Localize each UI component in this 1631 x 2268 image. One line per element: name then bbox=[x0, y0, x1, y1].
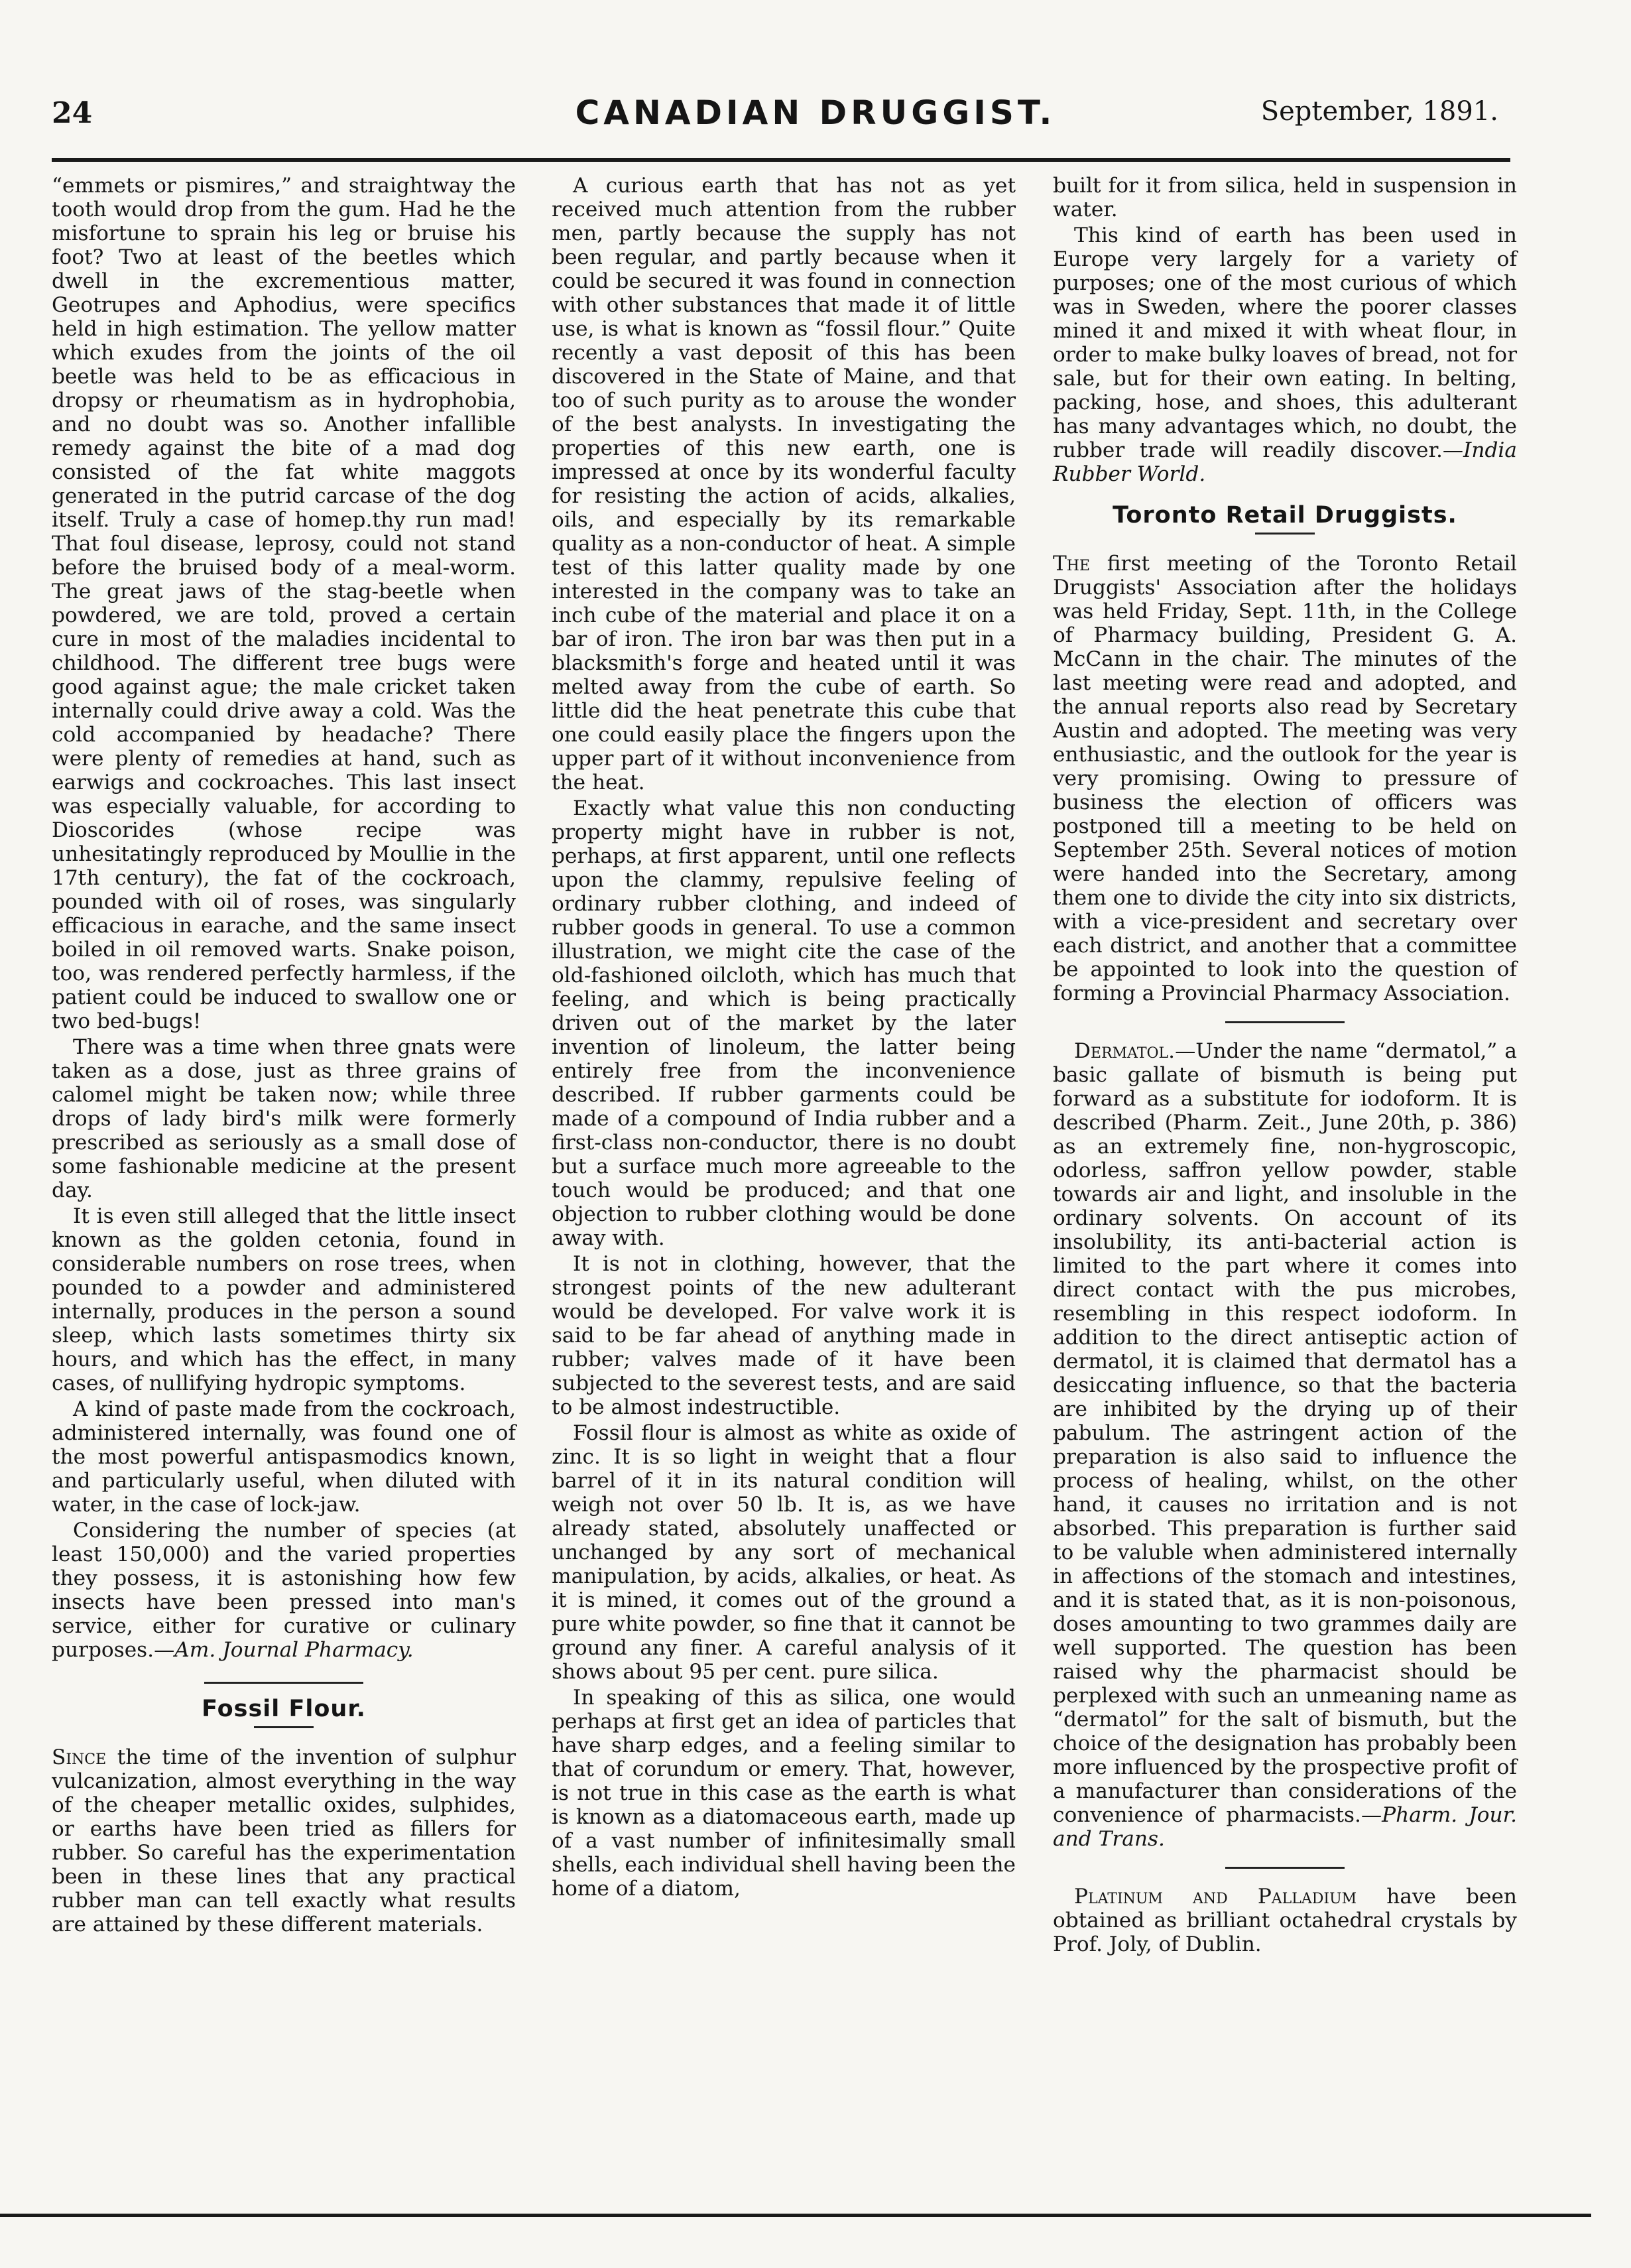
article-paragraph: A kind of paste made from the cockroach, administered internally, was found one of the most powerful antispasmodics known, and particularly useful, when diluted with water, in the case of lock-jaw. bbox=[52, 1397, 516, 1517]
article-paragraph bbox=[52, 1745, 516, 1936]
page-header bbox=[0, 90, 1631, 143]
footer-rule bbox=[0, 2214, 1591, 2217]
header-rule bbox=[52, 158, 1510, 162]
article-paragraph: Exactly what value this non conducting property might have in rubber is not, perhaps, at first apparent, until one reflects upon the clammy, repulsive feeling of ordinary rubber clothing, and indeed of rubber goods in general. To use a common illustration, we might cite the case of the old-fashioned oilcloth, which has much that feeling, and which is being practically driven out of the market by the later invention of linoleum, the latter being entirely free from the inconvenience described. If rubber garments could be made of a compound of India rubber and a first-class non-conductor, there is no doubt but a surface much more agreeable to the touch would be produced; and that one objection to rubber clothing would be done away with. bbox=[552, 796, 1016, 1250]
lead-word: Since bbox=[52, 1745, 107, 1769]
paragraph-text: have been obtained as brilliant octahedral crystals by Prof. Joly, of Dublin. bbox=[1053, 1885, 1517, 1956]
lead-word: Platinum and Palladium bbox=[1074, 1885, 1357, 1909]
article-paragraph: built for it from silica, held in suspension in water. bbox=[1053, 174, 1517, 221]
paragraph-text: Considering the number of species (at least 150,000) and the varied properties they possess, it is astonishing how few insects have been pressed into man's service, either for curative or culinary purposes.— bbox=[52, 1519, 516, 1662]
column-2 bbox=[552, 174, 1016, 1903]
source-citation: India Rubber World. bbox=[1053, 438, 1517, 486]
article-paragraph: There was a time when three gnats were taken as a dose, just as three grains of calomel might be taken now; while three drops of lady bird's milk were formerly prescribed as seriously as a small dose of some fashionable medicine at the present day. bbox=[52, 1035, 516, 1202]
article-paragraph: Fossil flour is almost as white as oxide of zinc. It is so light in weight that a flour barrel of it in its natural condition will weigh not over 50 lb. It is, as we have already stated, absolutely unaffected or unchanged by any sort of mechanical manipulation, by acids, alkalies, or heat. As it is mined, it comes out of the ground a pure white powder, so fine that it cannot be ground any finer. A careful analysis of it shows about 95 per cent. pure silica. bbox=[552, 1421, 1016, 1684]
article-paragraph bbox=[52, 1519, 516, 1662]
article-paragraph bbox=[1053, 1039, 1517, 1851]
article-paragraph: A curious earth that has not as yet received much attention from the rubber men, partly because the supply has not been regular, and partly because when it could be secured it was found in connection with other substances that made it of little use, is what is known as “fossil flour.” Quite recently a vast deposit of this has been discovered in the State of Maine, and that too of such purity as to arouse the wonder of the best analysts. In investigating the properties of this new earth, one is impressed at once by its wonderful faculty for resisting the action of acids, alkalies, oils, and especially by its remarkable quality as a non-conductor of heat. A simple test of this latter quality made by one interested in the company was to take an inch cube of the material and place it on a bar of iron. The iron bar was then put in a blacksmith's forge and heated until it was melted away from the cube of earth. So little did the heat penetrate this cube that one could easily place the fingers upon the upper part of it without inconvenience from the heat. bbox=[552, 174, 1016, 794]
section-divider bbox=[204, 1682, 363, 1684]
paragraph-text: —Under the name “dermatol,” a basic gallate of bismuth is being put forward as a substitute for iodoform. It is described (Pharm. Zeit., June 20th, p. 386) as an extremely fine, non-hygroscopic, odorless, saffron yellow powder, stable towards air and light, and insoluble in the ordinary solvents. On account of its insolubility, its anti-bacterial action is limited to the part where it comes into direct contact with the pus microbes, resembling in this respect iodoform. In addition to the direct antiseptic action of dermatol, it is claimed that dermatol has a desiccating influence, so that the bacteria are inhibited by the drying up of their pabulum. The astringent action of the preparation is also said to influence the process of healing, whilst, on the other hand, it causes no irritation and is not absorbed. This preparation is further said to be valuble when administered internally in affections of the stomach and intestines, and it is stated that, as it is non-poisonous, doses amounting to two grammes daily are well supported. The question has been raised why the pharmacist should be perplexed with such an unmeaning name as “dermatol” for the salt of bismuth, but the choice of the designation has probably been more influenced by the prospective profit of a manufacturer than considerations of the convenience of pharmacists.— bbox=[1053, 1039, 1517, 1827]
paragraph-text: This kind of earth has been used in Europe very largely for a variety of purposes; one of the most curious of which was in Sweden, where the poorer classes mined it and mixed it with wheat flour, in order to make bulky loaves of bread, not for sale, but for their own eating. In belting, packing, hose, and shoes, this adulterant has many advantages which, no doubt, the rubber trade will readily discover.— bbox=[1053, 223, 1517, 462]
section-divider bbox=[1225, 1021, 1345, 1023]
article-paragraph: It is not in clothing, however, that the strongest points of the new adulterant would be developed. For valve work it is said to be far ahead of anything made in rubber; valves made of it have been subjected to the severest tests, and are said to be almost indestructible. bbox=[552, 1252, 1016, 1419]
article-paragraph: In speaking of this as silica, one would perhaps at first get an idea of particles that have sharp edges, and a feeling similar to that of corundum or emery. That, however, is not true in this case as the earth is what is known as a diatomaceous earth, made up of a vast number of infinitesimally small shells, each individual shell having been the home of a diatom, bbox=[552, 1686, 1016, 1901]
article-paragraph: “emmets or pismires,” and straightway the tooth would drop from the gum. Had he the misfortune to sprain his leg or bruise his foot? Two at least of the beetles which dwell in the excrementious matter, Geotrupes and Aphodius, were specifics held in high estimation. The yellow matter which exudes from the joints of the oil beetle was held to be as efficacious in dropsy or rheumatism as in hydrophobia, and no doubt was so. Another infallible remedy against the bite of a mad dog consisted of the fat white maggots generated in the putrid carcase of the dog itself. Truly a case of homep.thy run mad! That foul disease, leprosy, could not stand before the bruised body of a meal-worm. The great jaws of the stag-beetle when powdered, we are told, proved a certain cure in most of the maladies incidental to childhood. The different tree bugs were good against ague; the male cricket taken internally could drive away a cold. Was the cold accompanied by headache? There were plenty of remedies at hand, such as earwigs and cockroaches. This last insect was especially valuable, for according to Dioscorides (whose recipe was unhesitatingly reproduced by Moullie in the 17th century), the fat of the cockroach, pounded with oil of roses, was singularly efficacious in earache, and the same insect boiled in oil removed warts. Snake poison, too, was rendered perfectly harmless, if the patient could be induced to swallow one or two bed-bugs! bbox=[52, 174, 516, 1033]
lead-word: The bbox=[1053, 552, 1091, 576]
column-1 bbox=[52, 174, 516, 1938]
paragraph-text: the time of the invention of sulphur vulcanization, almost everything in the way of the cheaper metallic oxides, sulphides, or earths have been tried as fillers for rubber. So careful has the experimentation been in these lines that any practical rubber man can tell exactly what results are attained by these different materials. bbox=[52, 1745, 516, 1936]
source-citation: Am. Journal Pharmacy. bbox=[174, 1638, 414, 1662]
article-paragraph bbox=[1053, 223, 1517, 486]
column-3 bbox=[1053, 174, 1517, 1958]
journal-title: CANADIAN DRUGGIST. bbox=[575, 94, 1056, 132]
article-paragraph bbox=[1053, 552, 1517, 1005]
page-number: 24 bbox=[52, 96, 93, 130]
heading-rule bbox=[1255, 533, 1315, 535]
source-citation: Pharm. Jour. and Trans. bbox=[1053, 1803, 1517, 1851]
paragraph-text: first meeting of the Toronto Retail Druggists' Association after the holidays was held Friday, Sept. 11th, in the College of Pharmacy building, President G. A. McCann in the chair. The minutes of the last meeting were read and adopted, and the annual reports also read by Secretary Austin and adopted. The meeting was very enthusiastic, and the outlook for the year is very promising. Owing to pressure of business the election of officers was postponed till a meeting to be held on September 25th. Several notices of motion were handed into the Secretary, among them one to divide the city into six districts, with a vice-president and secretary over each district, and another that a committee be appointed to look into the question of forming a Provincial Pharmacy Association. bbox=[1053, 552, 1517, 1005]
section-heading-fossil-flour: Fossil Flour. bbox=[202, 1696, 366, 1722]
article-paragraph bbox=[1053, 1885, 1517, 1956]
issue-date: September, 1891. bbox=[1260, 96, 1498, 127]
section-divider bbox=[1225, 1867, 1345, 1869]
article-paragraph: It is even still alleged that the little insect known as the golden cetonia, found in considerable numbers on rose trees, when pounded to a powder and administered internally, produces in the person a sound sleep, which lasts sometimes thirty six hours, and which has the effect, in many cases, of nullifying hydropic symptoms. bbox=[52, 1204, 516, 1395]
heading-rule bbox=[254, 1726, 314, 1728]
lead-word: Dermatol. bbox=[1074, 1039, 1176, 1063]
section-heading-toronto-retail-druggists: Toronto Retail Druggists. bbox=[1113, 502, 1457, 529]
